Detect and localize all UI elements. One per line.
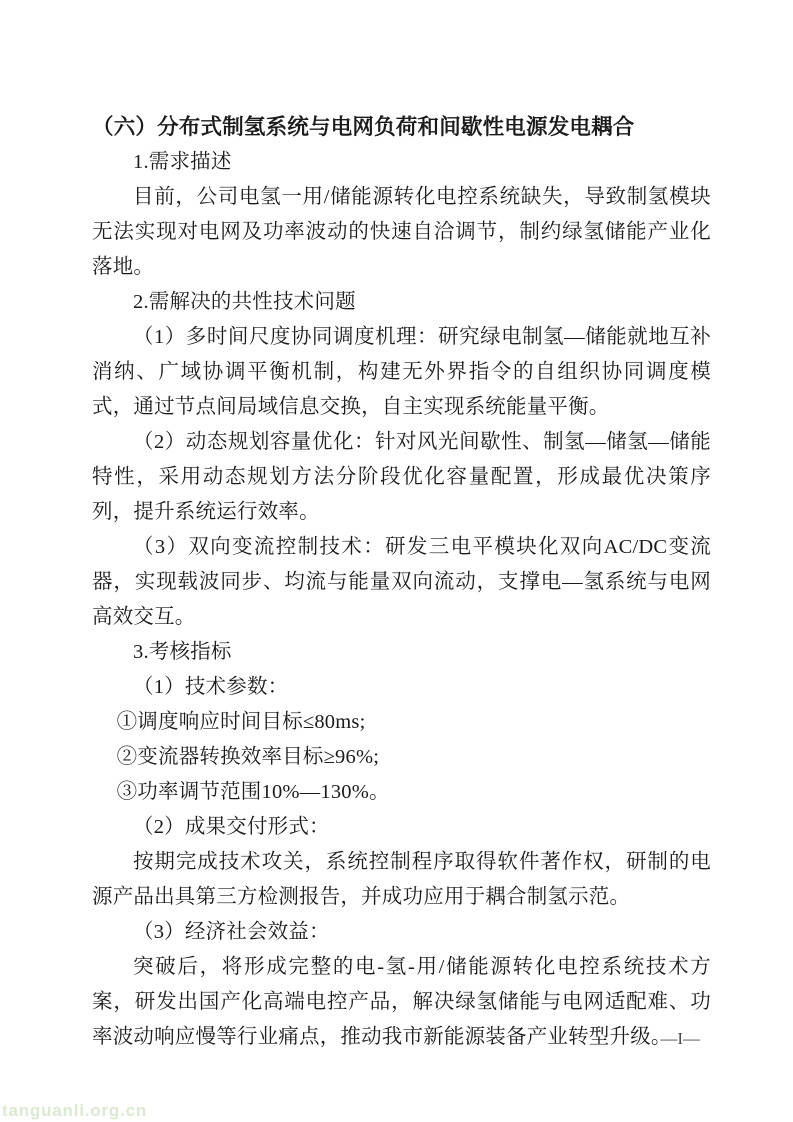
subsection-2-technical-problems: 2.需解决的共性技术问题: [133, 291, 356, 313]
paragraph-deliverables: 按期完成技术攻关，系统控制程序取得软件著作权，研制的电源产品出具第三方检测报告，并成功应用于耦合制氢示范。: [92, 851, 711, 908]
paragraph-benefits: 突破后，将形成完整的电-氢-用/储能源转化电控系统技术方案，研发出国产化高端电控产品，解决绿氢储能与电网适配难、功率波动响应慢等行业痛点，推动我市新能源装备产业转型升级。: [92, 956, 711, 1048]
page-number: —I—: [660, 1029, 700, 1048]
paragraph-benefits-label: （3）经济社会效益：: [133, 921, 330, 943]
paragraph-problem-3: （3）双向变流控制技术：研发三电平模块化双向AC/DC变流器，实现载波同步、均流与能量双向流动，支撑电—氢系统与电网高效交互。: [92, 536, 711, 628]
subsection-1-requirement: 1.需求描述: [133, 151, 232, 173]
paragraph-indicator-3: ③功率调节范围10%—130%。: [116, 781, 390, 803]
subsection-3-assessment-indicators: 3.考核指标: [133, 641, 232, 663]
section-heading: （六）分布式制氢系统与电网负荷和间歇性电源发电耦合: [92, 115, 635, 139]
paragraph-technical-parameters: （1）技术参数：: [133, 676, 289, 698]
paragraph-problem-2: （2）动态规划容量优化：针对风光间歇性、制氢—储氢—储能特性，采用动态规划方法分阶段优化容量配置，形成最优决策序列，提升系统运行效率。: [92, 431, 711, 523]
paragraph-deliverables-label: （2）成果交付形式：: [133, 816, 330, 838]
paragraph-indicator-2: ②变流器转换效率目标≥96%;: [116, 746, 380, 768]
paragraph-requirement: 目前，公司电氢一用/储能源转化电控系统缺失，导致制氢模块无法实现对电网及功率波动的快速自洽调节，制约绿氢储能产业化落地。: [92, 186, 711, 278]
watermark-text: tanguanli.org.cn: [2, 1101, 148, 1120]
document-body: [92, 110, 711, 1055]
paragraph-problem-1: （1）多时间尺度协同调度机理：研究绿电制氢—储能就地互补消纳、广域协调平衡机制，构建无外界指令的自组织协同调度模式，通过节点间局域信息交换，自主实现系统能量平衡。: [92, 326, 711, 418]
paragraph-indicator-1: ①调度响应时间目标≤80ms;: [116, 711, 366, 733]
